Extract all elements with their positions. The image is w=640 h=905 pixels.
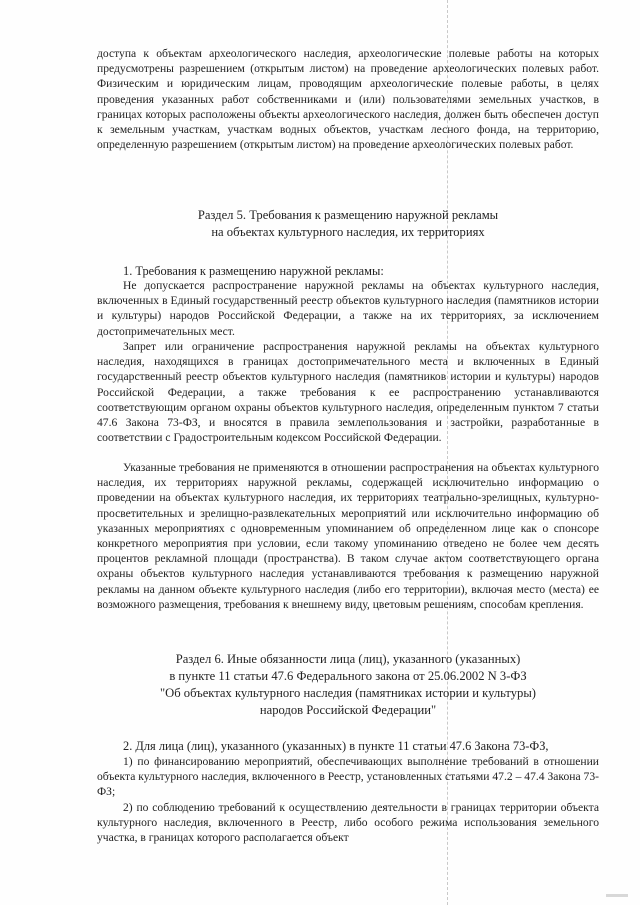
section-6-paragraph-2: 2) по соблюдению требований к осуществлению деятельности в границах территории объекта культурного наследия, включенного в Реестр, либо особого режима использования земельного участка, в границах которого располагается объект: [97, 801, 599, 845]
section-6-heading: [97, 651, 599, 719]
section-5-title-line-2: на объектах культурного наследия, их территориях: [211, 225, 485, 239]
section-6-paragraph-1: 1) по финансированию мероприятий, обеспечивающих выполнение требований в отношении объекта культурного наследия, включенного в Реестр, установленных статьями 47.2 – 47.4 Закона 73-ФЗ;: [97, 755, 599, 799]
section-5-heading: [97, 207, 599, 241]
section-6-title-line-2: в пункте 11 статьи 47.6 Федерального закона от 25.06.2002 N 3-ФЗ: [169, 669, 527, 683]
section-5-paragraph-2: Запрет или ограничение распространения наружной рекламы на объектах культурного наследия, находящихся в границах достопримечательного места и включенных в Единый государственный реестр объектов культурного наследия (памятников истории и культуры) народов Российской Федерации, а также требования к ее распространению устанавливаются соответствующим органом охраны объектов культурного наследия, определенным пунктом 7 статьи 47.6 Закона 73-ФЗ, и вносятся в правила землепользования и застройки, разработанные в соответствии с Градостроительным кодексом Российской Федерации.: [97, 340, 599, 445]
section-6-title-line-1: Раздел 6. Иные обязанности лица (лиц), указанного (указанных): [175, 652, 521, 666]
section-5-subitem-1: 1. Требования к размещению наружной рекламы:: [123, 264, 384, 278]
section-6-title-line-3: "Об объектах культурного наследия (памятниках истории и культуры): [160, 686, 536, 700]
section-5-paragraph-1: Не допускается распространение наружной рекламы на объектах культурного наследия, включенных в Единый государственный реестр объектов культурного наследия (памятников истории и культуры) народов Российской Федерации, а также на их территориях, за исключением достопримечательных мест.: [97, 279, 599, 338]
section-6-title-line-4: народов Российской Федерации": [259, 703, 437, 717]
scan-edge-mark: [606, 894, 628, 897]
section-5-paragraph-3: Указанные требования не применяются в отношении распространения на объектах культурного наследия, их территориях наружной рекламы, содержащей исключительно информацию о проведении на объектах культурного наследия, их территориях театрально-зрелищных, культурно-просветительных и зрелищно-развлекательных мероприятий или исключительно информацию об указанных мероприятиях с одновременным упоминанием об определенном лице как о спонсоре конкретного мероприятия при условии, если такому упоминанию отведено не более чем десять процентов рекламной площади (пространства). В таком случае актом соответствующего органа охраны объектов культурного наследия устанавливаются требования к размещению наружной рекламы на данном объекте культурного наследия (либо его территории), включая место (места) ее возможного размещения, требования к внешнему виду, цветовым решениям, способам крепления.: [97, 461, 599, 611]
section-5-title-line-1: Раздел 5. Требования к размещению наружной рекламы: [197, 208, 499, 222]
intro-paragraph: доступа к объектам археологического наследия, археологические полевые работы на которых предусмотрены разрешением (открытым листом) на проведение археологических полевых работ. Физическим и юридическим лицам, проводящим археологические полевые работы, в целях проведения указанных работ собственниками и (или) пользователями земельных участков, в границах которых расположены объекты археологического наследия, должен быть обеспечен доступ к земельным участкам, участкам водных объектов, участкам лесного фонда, на территорию, определенную разрешением (открытым листом) на проведение археологических полевых работ.: [97, 47, 599, 152]
section-6-subitem-2: 2. Для лица (лиц), указанного (указанных) в пункте 11 статьи 47.6 Закона 73-ФЗ,: [123, 739, 549, 753]
